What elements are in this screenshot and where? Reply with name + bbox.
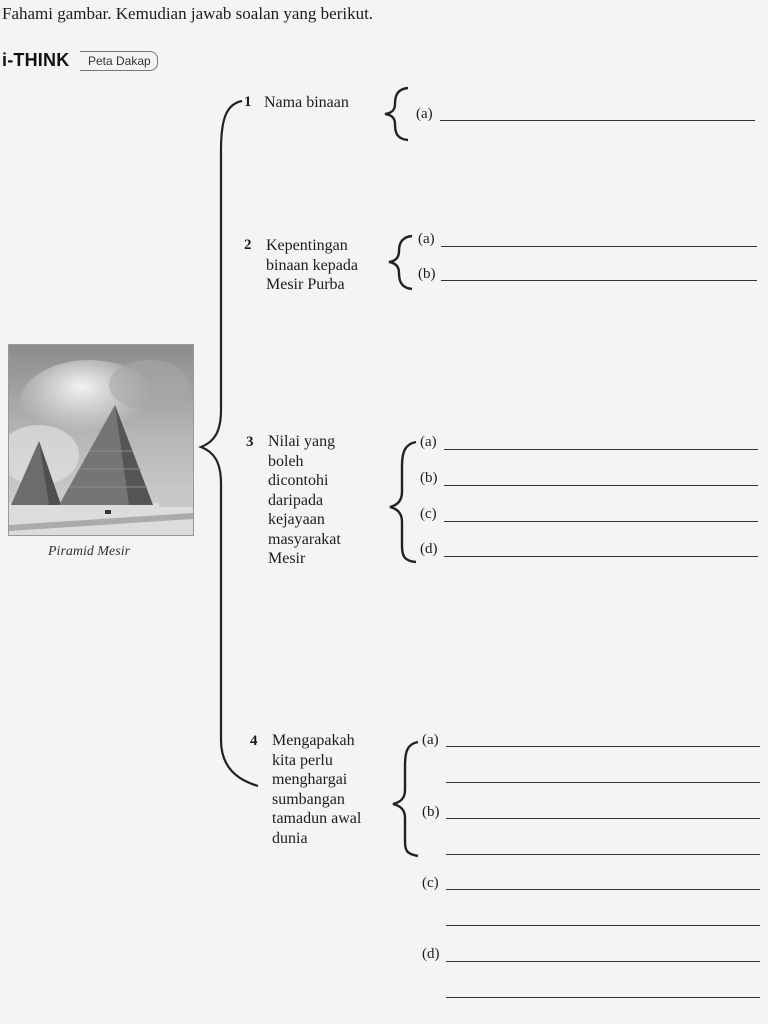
question-text-line: daripada: [268, 491, 324, 509]
answer-line[interactable]: [440, 120, 755, 121]
question-3-text: [268, 432, 341, 569]
question-1-number: 1: [244, 94, 252, 110]
answer-line[interactable]: [444, 521, 758, 522]
question-text-line: Mengapakah: [272, 732, 355, 749]
answer-line[interactable]: [441, 246, 757, 247]
question-text-line: boleh: [268, 452, 304, 470]
question-3-option-a: (a): [420, 434, 437, 450]
question-4-option-d: (d): [422, 946, 440, 962]
question-2-option-b: (b): [418, 266, 436, 282]
brace-q3: [390, 442, 416, 562]
question-3-option-c: (c): [420, 506, 437, 522]
answer-line[interactable]: [444, 449, 758, 450]
question-2-option-a: (a): [418, 231, 435, 247]
answer-line[interactable]: [446, 925, 760, 926]
question-2-text: [266, 236, 358, 295]
question-text-line: Mesir: [268, 550, 306, 567]
photo-caption: Piramid Mesir: [48, 544, 131, 559]
question-text-line: Kepentingan: [266, 237, 348, 254]
answer-line[interactable]: [446, 746, 760, 747]
question-1-text: [264, 93, 349, 113]
answer-line[interactable]: [441, 280, 757, 281]
question-4-option-a: (a): [422, 732, 439, 748]
question-4-option-b: (b): [422, 804, 440, 820]
question-text-line: sumbangan: [272, 790, 345, 808]
brace-q1: [385, 88, 408, 140]
question-text-line: dunia: [272, 829, 308, 847]
map-type-tag: Peta Dakap: [80, 51, 158, 71]
question-text-line: dicontohi: [268, 472, 329, 489]
question-text-line: binaan kepada: [266, 256, 358, 274]
answer-line[interactable]: [446, 854, 760, 855]
question-text-line: Mesir Purba: [266, 276, 345, 293]
answer-line[interactable]: [446, 997, 760, 998]
answer-line[interactable]: [446, 782, 760, 783]
brace-q4: [393, 742, 418, 856]
question-4-option-c: (c): [422, 875, 439, 891]
question-text-line: Nilai yang: [268, 433, 336, 450]
ithink-brand: i-THINK: [2, 50, 70, 70]
answer-line[interactable]: [444, 556, 758, 557]
question-2-number: 2: [244, 237, 252, 253]
answer-line[interactable]: [446, 818, 760, 819]
question-4-number: 4: [250, 733, 258, 749]
question-text-line: masyarakat: [268, 530, 341, 548]
brace-q2: [389, 236, 412, 289]
instruction-text: Fahami gambar. Kemudian jawab soalan yang berikut.: [2, 4, 374, 23]
question-text-line: Nama binaan: [264, 94, 349, 111]
question-1-option-a: (a): [416, 106, 433, 122]
question-text-line: kita perlu: [272, 751, 333, 769]
question-3-option-b: (b): [420, 470, 438, 486]
question-text-line: menghargai: [272, 771, 348, 788]
question-3-number: 3: [246, 434, 254, 450]
question-text-line: tamadun awal: [272, 810, 362, 827]
question-text-line: kejayaan: [268, 511, 325, 528]
question-4-text: [272, 731, 361, 848]
answer-line[interactable]: [446, 889, 760, 890]
question-3-option-d: (d): [420, 541, 438, 557]
answer-line[interactable]: [446, 961, 760, 962]
answer-line[interactable]: [444, 485, 758, 486]
